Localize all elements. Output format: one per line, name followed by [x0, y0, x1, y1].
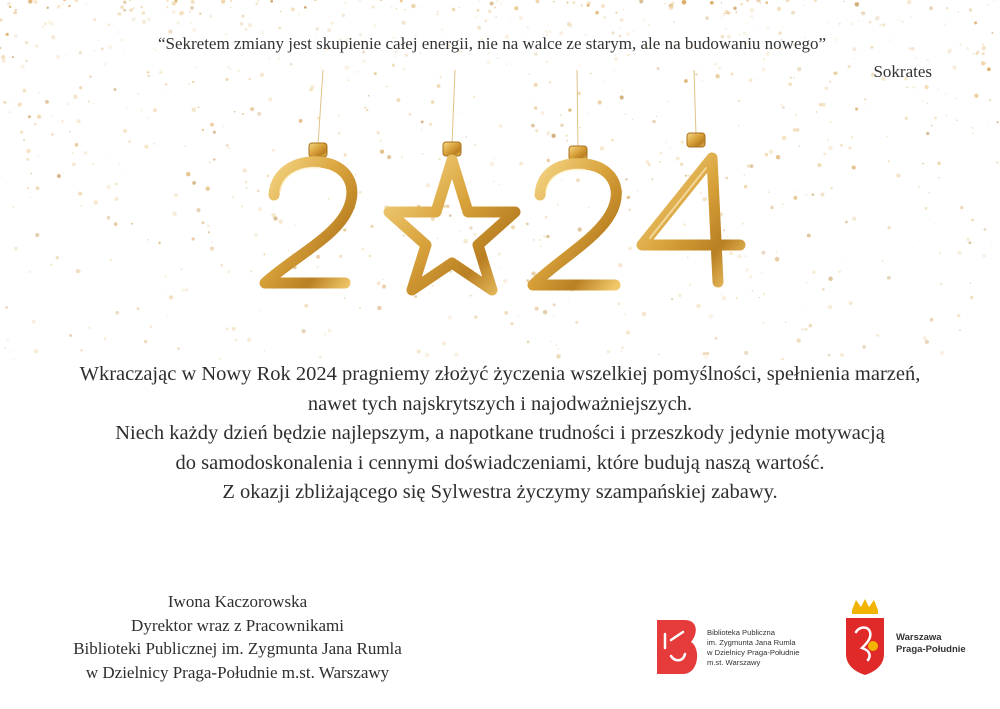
library-name-line: m.st. Warszawy	[707, 658, 761, 667]
library-name-line: Biblioteka Publiczna	[707, 628, 775, 637]
warsaw-name-line: Praga-Południe	[896, 644, 966, 655]
signature-line: Iwona Kaczorowska	[167, 592, 308, 611]
signature-line: w Dzielnicy Praga-Południe m.st. Warszawy	[85, 662, 390, 682]
signature-line: Biblioteki Publicznej im. Zygmunta Jana Rumla	[73, 639, 402, 658]
message-line: Niech każdy dzień będzie najlepszym, a napotkane trudności i przeszkody jedynie motywacją	[115, 422, 885, 444]
warsaw-logo	[842, 598, 982, 678]
signature-line: Dyrektor wraz z Pracownikami	[131, 615, 344, 635]
library-name-line: w Dzielnicy Praga-Południe	[707, 648, 800, 657]
library-logo	[655, 616, 825, 678]
message-line: Z okazji zbliżającego się Sylwestra życzymy szampańskiej zabawy.	[222, 481, 778, 503]
star-ornament-icon	[389, 160, 515, 290]
message-line: do samodoskonalenia i cennymi doświadczeniami, które budują naszą wartość.	[175, 451, 825, 474]
digit-4	[642, 158, 740, 282]
library-logo-icon	[655, 618, 700, 676]
digit-2-second	[533, 164, 616, 285]
digit-2-first	[265, 162, 352, 283]
warsaw-crest-icon	[842, 598, 888, 676]
quote-author: Sokrates	[873, 62, 932, 81]
library-name-line: im. Zygmunta Jana Rumla	[707, 638, 796, 647]
warsaw-name-line: Warszawa	[896, 632, 942, 643]
ornament-caps	[309, 133, 705, 160]
library-logo-text	[707, 628, 799, 668]
hanging-strings	[318, 70, 696, 148]
signature	[30, 590, 445, 684]
quote-text: “Sekretem zmiany jest skupienie całej energii, nie na walce ze starym, ale na budowaniu nowego”	[157, 34, 827, 53]
warsaw-logo-text	[896, 632, 966, 656]
message-line: nawet tych najskrytszych i najodważniejszych.	[307, 392, 693, 415]
greeting-message	[20, 360, 980, 508]
message-line: Wkraczając w Nowy Rok 2024 pragniemy złożyć życzenia wszelkiej pomyślności, spełnienia marzeń,	[79, 363, 921, 385]
